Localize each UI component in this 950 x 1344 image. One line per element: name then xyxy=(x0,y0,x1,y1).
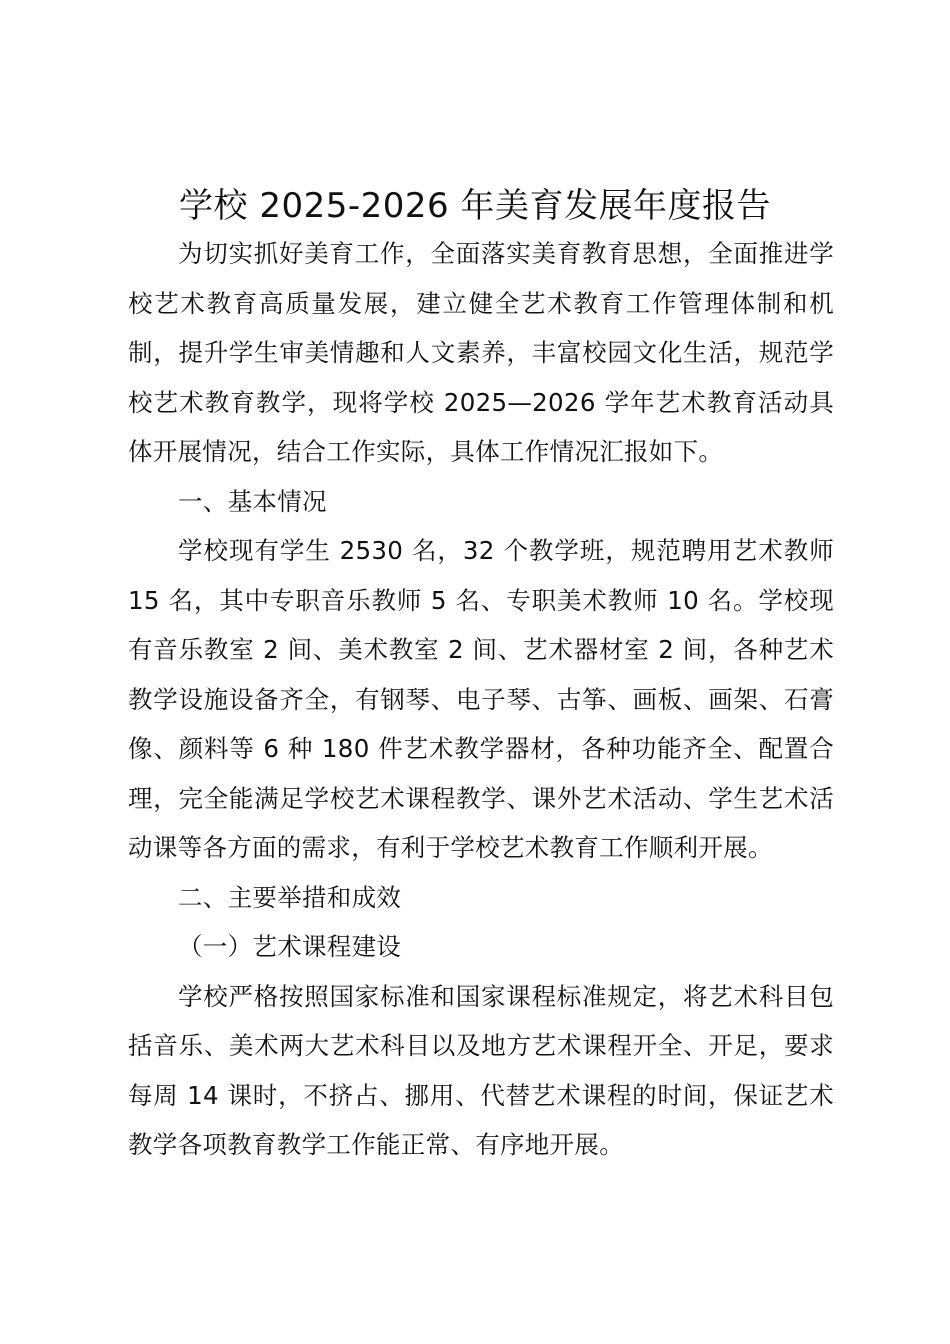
subsection-heading-curriculum: （一）艺术课程建设 xyxy=(178,932,402,961)
document-title: 学校 2025-2026 年美育发展年度报告 xyxy=(179,186,771,226)
section-heading-measures: 二、主要举措和成效 xyxy=(178,882,402,912)
document-body xyxy=(128,229,834,1170)
intro-paragraph: 为切实抓好美育工作，全面落实美育教育思想，全面推进学校艺术教育高质量发展，建立健全艺术教育工作管理体制和机制，提升学生审美情趣和人文素养，丰富校园文化生活，规范学校艺术教育教学，现将学校 2025—2026 学年艺术教育活动具体开展情况，结合工作实际，具体工作情况汇报如下。 xyxy=(128,239,834,466)
section-heading-basic-info: 一、基本情况 xyxy=(178,486,327,516)
curriculum-paragraph: 学校严格按照国家标准和国家课程标准规定，将艺术科目包括音乐、美术两大艺术科目以及地方艺术课程开全、开足，要求每周 14 课时，不挤占、挪用、代替艺术课程的时间，保证艺术教学各项教育教学工作能正常、有序地开展。 xyxy=(128,981,834,1159)
basic-info-paragraph: 学校现有学生 2530 名，32 个教学班，规范聘用艺术教师 15 名，其中专职音乐教师 5 名、专职美术教师 10 名。学校现有音乐教室 2 间、美术教室 2 间、艺术器材室 2 间，各种艺术教学设施设备齐全，有钢琴、电子琴、古筝、画板、画架、石膏像、颜料等 6 种 180 件艺术教学器材，各种功能齐全、配置合理，完全能满足学校艺术课程教学、课外艺术活动、学生艺术活动课等各方面的需求，有利于学校艺术教育工作顺利开展。 xyxy=(128,536,834,862)
